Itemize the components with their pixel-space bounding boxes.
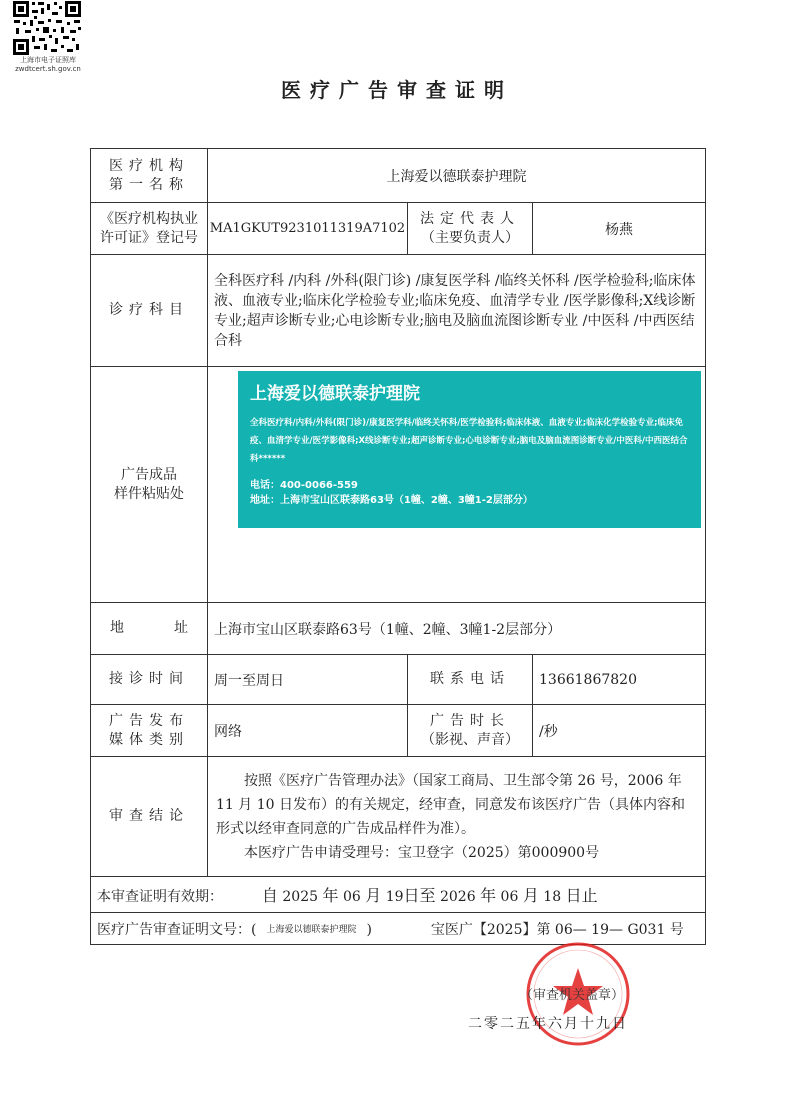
certificate-table xyxy=(90,148,706,945)
row-media xyxy=(91,705,706,757)
scope-label: 诊疗科目 xyxy=(91,255,208,367)
address-label: 地 址 xyxy=(91,603,208,655)
institution-value: 上海爱以德联泰护理院 xyxy=(208,149,706,203)
row-address xyxy=(91,603,706,655)
row-validity xyxy=(91,877,706,913)
ad-sample-image xyxy=(238,371,701,528)
row-conclusion xyxy=(91,757,706,877)
row-scope xyxy=(91,255,706,367)
stamp-note: （审查机关盖章） xyxy=(520,988,625,1003)
rep-label: 法定代表人 （主要负责人） xyxy=(408,203,533,255)
media-value: 网络 xyxy=(208,705,408,757)
doc-no-number: 宝医广【2025】第 06— 19— G031 号 xyxy=(430,921,684,938)
row-institution xyxy=(91,149,706,203)
media-label: 广告发布 媒体类别 xyxy=(91,705,208,757)
conclusion-value xyxy=(208,757,706,877)
qr-caption-line2: zwdtcert.sh.gov.cn xyxy=(15,65,81,73)
conclusion-accept-no: 本医疗广告申请受理号：宝卫登字（2025）第000900号 xyxy=(244,844,600,861)
license-value: MA1GKUT9231011319A7102 xyxy=(208,203,408,255)
ad-phone: 电话：400-0066-559 xyxy=(250,480,358,491)
hours-label: 接诊时间 xyxy=(91,655,208,705)
scope-value: 全科医疗科 /内科 /外科(限门诊) /康复医学科 /临终关怀科 /医学检验科;临床体液、血液专业;临床化学检验专业;临床免疫、血清学专业 /医学影像科;X线诊断专业;超声诊断专业;心电诊断专业;脑电及脑血流图诊断专业 /中医科 /中西医结合科 xyxy=(208,255,706,367)
issue-date: 二零二五年六月十九日 xyxy=(468,1016,628,1032)
qr-caption-line1: 上海市电子证照库 xyxy=(20,56,76,64)
conclusion-label: 审查结论 xyxy=(91,757,208,877)
ad-sample-area xyxy=(208,367,706,603)
phone-value: 13661867820 xyxy=(533,655,706,705)
page-title: 医疗广告审查证明 xyxy=(281,78,513,102)
phone-label: 联系电话 xyxy=(408,655,533,705)
doc-no-note: 上海爱以德联泰护理院 xyxy=(266,924,357,935)
rep-value: 杨燕 xyxy=(533,203,706,255)
validity-value: 本审查证明有效期： 自 2025 年 06 月 19日至 2026 年 06 月 18 日止 xyxy=(91,877,706,913)
row-hours xyxy=(91,655,706,705)
qr-code xyxy=(12,0,82,56)
hours-value: 周一至周日 xyxy=(208,655,408,705)
ad-address: 地址：上海市宝山区联泰路63号（1幢、2幢、3幢1-2层部分） xyxy=(250,495,533,506)
row-ad-sample xyxy=(91,367,706,603)
row-license xyxy=(91,203,706,255)
ad-sample-label: 广告成品 样件粘贴处 xyxy=(91,367,208,603)
ad-scope: 全科医疗科/内科/外科(限门诊)/康复医学科/临终关怀科/医学检验科;临床体液、血液专业;临床化学检验专业;临床免疫、血清学专业/医学影像科;X线诊断专业;超声诊断专业;心电诊断专业;脑电及脑血流图诊断专业/中医科/中西医结合科****** xyxy=(250,418,688,464)
license-label: 《医疗机构执业 许可证》登记号 xyxy=(91,203,208,255)
ad-title: 上海爱以德联泰护理院 xyxy=(250,384,420,404)
conclusion-text: 按照《医疗广告管理办法》（国家工商局、卫生部令第 26 号，2006 年 11 月 10 日发布）的有关规定，经审查，同意发布该医疗广告（具体内容和形式以经审查同意的广告成品样件为准）。 xyxy=(216,772,685,837)
duration-value: /秒 xyxy=(533,705,706,757)
qr-caption xyxy=(6,56,90,74)
address-value: 上海市宝山区联泰路63号（1幢、2幢、3幢1-2层部分） xyxy=(208,603,706,655)
institution-label: 医疗机构 第一名称 xyxy=(91,149,208,203)
duration-label: 广告时长 （影视、声音） xyxy=(408,705,533,757)
doc-no-value: 医疗广告审查证明文号：( 上海爱以德联泰护理院 ) 宝医广【2025】第 06— 19— G031 号 xyxy=(91,913,706,945)
